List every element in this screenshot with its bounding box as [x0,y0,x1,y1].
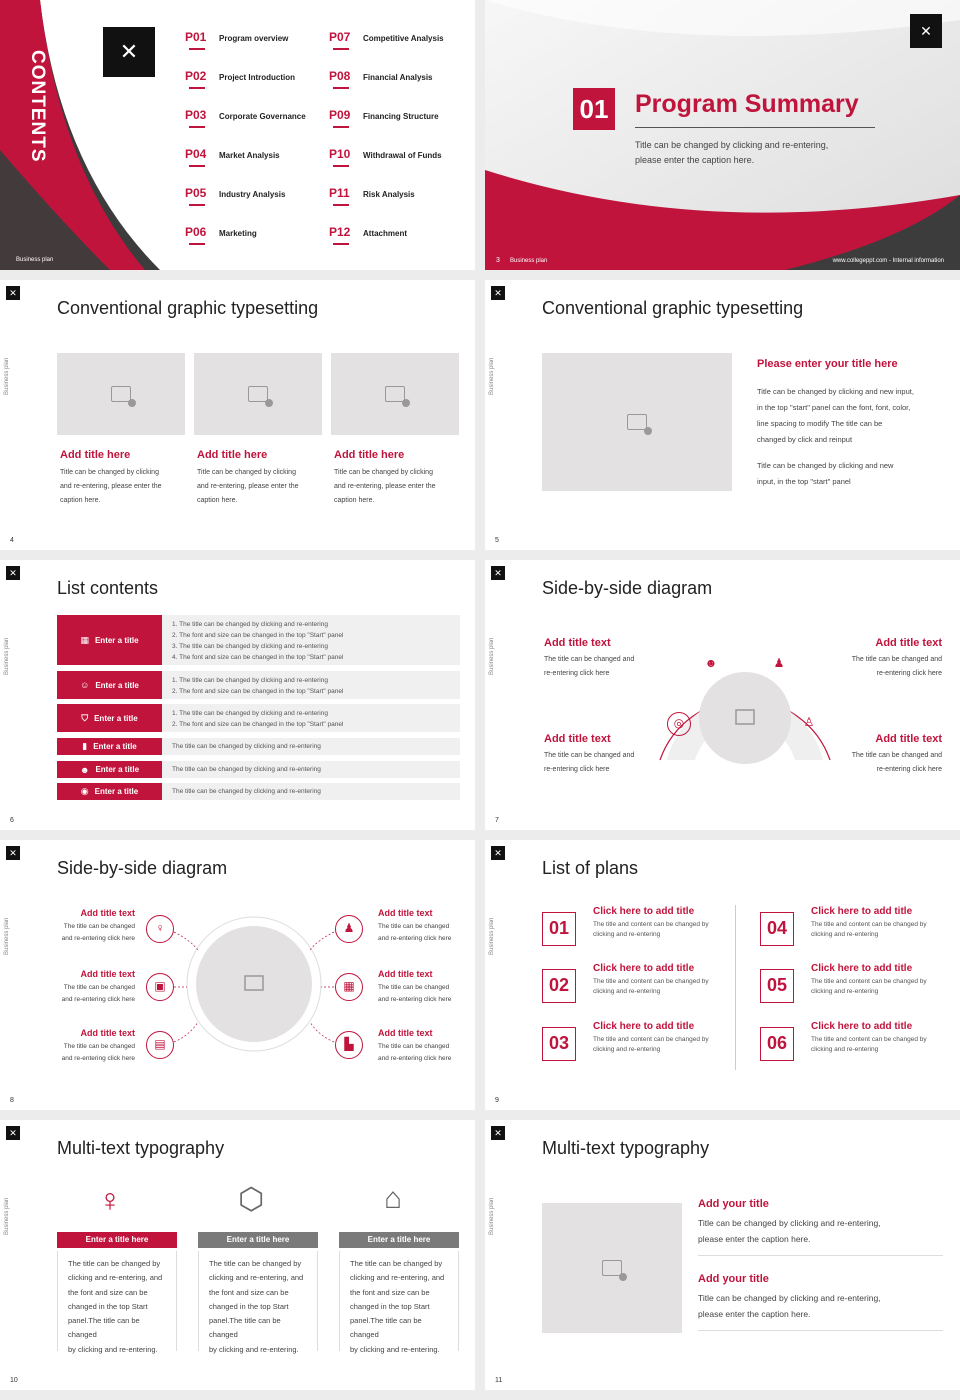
block-title: Add title text [80,1028,135,1038]
image-icon [602,1260,622,1276]
female-user-icon: ♀ [146,915,174,943]
qr-code-icon: ▦ [335,973,363,1001]
side-label: Business plan [4,1197,10,1235]
column-title-bar[interactable]: Enter a title here [339,1232,459,1248]
list-row-label[interactable] [57,783,162,800]
section-number: 01 [573,88,615,130]
side-label: Business plan [489,357,495,395]
contents-item-label: Withdrawal of Funds [363,151,442,160]
column-text [57,1251,177,1354]
column-text [60,466,185,508]
slide-8[interactable] [0,840,475,1110]
contents-item-number: P05 [185,186,207,200]
block-text: The title can be changed and [544,656,635,663]
female-add-icon: ♀ [98,1182,122,1218]
plan-text: clicking and re-entering [811,988,879,995]
caption-line-2: please enter the caption here. [635,155,755,165]
document-icon: ▤ [146,1031,174,1059]
column-text-line: clicking and re-entering, and [350,1273,445,1283]
contents-title: CONTENTS [27,50,48,163]
text-block [544,733,664,777]
plan-number: 01 [542,912,576,946]
logo-glyph: ✕ [9,568,17,578]
section-title: Program Summary [635,90,859,118]
page-number: 3 [496,257,500,264]
contents-item[interactable] [185,225,257,239]
slide-10[interactable] [0,1120,475,1390]
contents-item-label: Marketing [219,229,257,238]
column-text-line: by clicking and re-entering. [68,1344,158,1354]
list-row-text [172,764,456,775]
page-number: 7 [495,817,499,824]
column-text-line: changed in the top Start [209,1301,289,1311]
image-icon [627,414,647,430]
block-text: re-entering click here [876,766,942,773]
contents-item-label: Market Analysis [219,151,280,160]
logo-glyph: ✕ [9,288,17,298]
summary-background [485,0,960,270]
plan-text: The title and content can be changed by [593,978,709,985]
contents-item-dash [333,243,349,245]
contents-item-dash [189,126,205,128]
body-line: changed by click and reinput [757,435,853,444]
arc-diagram [645,630,845,780]
plan-title[interactable]: Click here to add title [593,963,695,974]
column-text-line: Title can be changed by clicking [60,469,159,476]
logo-glyph: ✕ [494,848,502,858]
contents-item-label: Risk Analysis [363,190,415,199]
slide-9[interactable] [485,840,960,1110]
row-label-text: Enter a title [95,680,139,690]
list-row[interactable] [57,761,460,778]
plan-text: The title and content can be changed by [811,1036,927,1043]
list-row-label[interactable] [57,704,162,732]
block-title: Add title text [544,733,611,745]
list-row[interactable] [57,671,460,699]
column-title: Add title here [334,449,405,461]
block-text: re-entering click here [544,670,610,677]
slide-title: Side-by-side diagram [542,578,713,598]
block-text: The title can be changed and [851,656,942,663]
block-text: please enter the caption here. [698,1234,811,1244]
image-placeholder[interactable] [331,353,459,435]
target-icon: ◎ [667,712,691,736]
contents-item[interactable] [329,225,407,239]
plan-text: The title and content can be changed by [811,978,927,985]
side-label: Business plan [489,1197,495,1235]
slide-5[interactable] [485,280,960,550]
row-icon: ☺ [80,680,90,690]
row-label-text: Enter a title [95,765,140,774]
slide-title: List contents [57,578,159,598]
contents-item[interactable] [185,186,285,200]
text-block [378,908,468,945]
slide-6[interactable] [0,560,475,830]
contents-item-number: P03 [185,108,207,122]
row-label-text: Enter a title [94,713,138,723]
plan-number: 05 [760,969,794,1003]
body-line: line spacing to modify The title can be [757,419,883,428]
list-row[interactable] [57,738,460,755]
list-row-label[interactable] [57,738,162,755]
plan-number: 02 [542,969,576,1003]
text-block [822,733,942,777]
text-block [45,969,135,1006]
block-title: Add title text [875,733,942,745]
text-block [544,637,664,681]
page-number: 6 [10,817,14,824]
plan-text: The title and content can be changed by [593,1036,709,1043]
list-row[interactable] [57,615,460,665]
image-placeholder[interactable] [57,353,185,435]
side-label: Business plan [489,917,495,955]
column-text-line: caption here. [60,497,101,504]
logo-glyph: ✕ [9,848,17,858]
list-row[interactable] [57,704,460,732]
contents-item-number: P08 [329,69,351,83]
list-row-line: The title can be changed by clicking and re-entering [172,766,321,773]
text-block [822,637,942,681]
list-row-text [172,741,456,752]
contents-item-label: Competitive Analysis [363,34,444,43]
logo [491,1126,505,1140]
body-text [757,384,952,490]
plan-text: The title and content can be changed by [593,921,709,928]
row-icon: ▮ [82,741,88,751]
slide-title: Conventional graphic typesetting [57,298,319,318]
contents-item-dash [189,204,205,206]
contents-item-number: P11 [329,186,350,200]
list-row-text [172,708,456,730]
block-title: Add title text [80,908,135,918]
contents-item-number: P02 [185,69,207,83]
page-number: 8 [10,1097,14,1104]
body-line: Title can be changed by clicking and new input, [757,387,914,396]
block-title: Add title text [544,637,611,649]
contents-item[interactable] [185,30,288,44]
row-label-text: Enter a title [94,787,139,796]
list-row-line: The title can be changed by clicking and re-entering [172,788,321,795]
plan-title[interactable]: Click here to add title [811,906,913,917]
block-text: please enter the caption here. [698,1309,811,1319]
block-text: The title can be changed [378,984,450,991]
plan-text: clicking and re-entering [811,931,879,938]
block-title: Add your title [698,1273,769,1285]
building-icon: ⌂ [384,1182,403,1215]
team-icon: ☻ [704,656,718,670]
row-label-text: Enter a title [93,742,137,751]
list-row-label[interactable] [57,671,162,699]
slide-title: List of plans [542,858,639,878]
block-text: The title can be changed [63,1043,135,1050]
column-text-line: caption here. [334,497,375,504]
column-text-line: clicking and re-entering, and [68,1273,163,1283]
page-number: 5 [495,537,499,544]
block-title: Add title text [378,1028,433,1038]
side-label: Business plan [489,637,495,675]
column-title-bar[interactable]: Enter a title here [57,1232,177,1248]
plan-text: clicking and re-entering [593,1046,661,1053]
column-text-line: The title can be changed by [209,1259,302,1268]
column-text-line: the font and size can be [68,1287,148,1297]
logo [6,566,20,580]
column-text-line: and re-entering, please enter the [60,483,162,490]
footer-label: Business plan [510,258,548,264]
column-text-line: changed in the top Start [68,1301,148,1311]
column-text-line: and re-entering, please enter the [197,483,299,490]
slide-title: Multi-text typography [542,1138,710,1158]
column-text-line: The title can be changed by [68,1259,161,1268]
list-row-line: The title can be changed by clicking and re-entering [172,743,321,750]
column-text-line: clicking and re-entering, and [209,1273,304,1283]
footer-label: Business plan [16,257,54,263]
column-text-line: panel.The title can be changed [68,1316,140,1340]
row-icon: ⛉ [81,712,89,723]
column-text-line: Title can be changed by clicking [334,469,433,476]
logo [103,27,155,77]
caption-line-1: Title can be changed by clicking and re-entering, [635,140,829,150]
image-icon [248,386,268,402]
image-placeholder[interactable] [542,353,732,491]
page-number: 10 [10,1377,18,1384]
block-title: Add title text [80,969,135,979]
side-label: Business plan [4,357,10,395]
title-rule [635,127,875,128]
plan-title[interactable]: Click here to add title [811,1021,913,1032]
block-text: and re-entering click here [378,935,452,942]
slide-title: Conventional graphic typesetting [542,298,804,318]
text-heading: Please enter your title here [757,358,898,370]
slide-contents[interactable] [0,0,475,270]
contents-item[interactable] [185,108,306,122]
logo-glyph: ✕ [494,568,502,578]
block-text: and re-entering click here [378,996,452,1003]
logo [6,1126,20,1140]
plan-number: 03 [542,1027,576,1061]
plan-number: 06 [760,1027,794,1061]
contents-item-label: Financial Analysis [363,73,433,82]
block-title: Add title text [875,637,942,649]
block-text: The title can be changed [63,923,135,930]
contents-item-dash [333,87,349,89]
user-icon: ♟ [773,656,785,670]
contents-item[interactable] [329,69,433,83]
column-text-line: by clicking and re-entering. [350,1344,440,1354]
text-block [378,969,468,1006]
image-placeholder[interactable] [542,1203,682,1333]
block-text: and re-entering click here [61,1055,135,1062]
column-text [198,1251,318,1354]
contents-item[interactable] [329,108,439,122]
column-text-line: Title can be changed by clicking [197,469,296,476]
block-text: and re-entering click here [378,1055,452,1062]
contents-item[interactable] [329,147,442,161]
contents-item-label: Financing Structure [363,112,439,121]
plan-text: clicking and re-entering [811,1046,879,1053]
block-title: Add title text [378,969,433,979]
logo-glyph: ✕ [920,23,932,39]
column-text-line: by clicking and re-entering. [209,1344,299,1354]
body-line: input, in the top "start" panel [757,477,851,486]
logo [6,286,20,300]
column-text-line: and re-entering, please enter the [334,483,436,490]
logo-glyph: ✕ [494,1128,502,1138]
block-text: The title can be changed [378,1043,450,1050]
block-text: The title can be changed and [851,752,942,759]
contents-item-number: P12 [329,225,351,239]
box-icon: ▣ [146,973,174,1001]
block-text: re-entering click here [876,670,942,677]
block-text: The title can be changed [378,923,450,930]
slide-title: Side-by-side diagram [57,858,228,878]
list-row-text [172,786,456,797]
image-placeholder[interactable] [194,353,322,435]
slide-program-summary[interactable] [485,0,960,270]
divider-line [735,905,736,1070]
block-text: and re-entering click here [61,996,135,1003]
side-label: Business plan [4,917,10,955]
column-text [339,1251,459,1354]
contents-item[interactable] [185,147,280,161]
page-number: 11 [495,1377,503,1384]
column-text-line: changed in the top Start [350,1301,430,1311]
plan-title[interactable]: Click here to add title [593,1021,695,1032]
contents-item-dash [333,165,349,167]
logo [491,566,505,580]
list-row-text [172,675,456,697]
page-number: 9 [495,1097,499,1104]
column-text-line: panel.The title can be changed [350,1316,422,1340]
person-icon: ♙ [803,715,815,729]
body-line: Title can be changed by clicking and new [757,461,894,470]
logo-glyph: ✕ [9,1128,17,1138]
contents-item-label: Program overview [219,34,289,43]
column-text-line: The title can be changed by [350,1259,443,1268]
contents-item-label: Project Introduction [219,73,295,82]
list-row-line: 3. The title can be changed by clicking and re-entering [172,643,328,650]
contents-item-label: Corporate Governance [219,112,306,121]
list-row-label[interactable] [57,761,162,778]
list-row-label[interactable] [57,615,162,665]
contents-item-label: Attachment [363,229,408,238]
factory-icon: ▙ [335,1031,363,1059]
block-text: and re-entering click here [61,935,135,942]
contents-item-number: P10 [329,147,351,161]
plan-text: clicking and re-entering [593,988,661,995]
contents-item-number: P01 [185,30,207,44]
logo-glyph: ✕ [494,288,502,298]
block-text: Title can be changed by clicking and re-entering, [698,1293,881,1303]
image-icon [385,386,405,402]
plan-title[interactable]: Click here to add title [593,906,695,917]
contents-item-number: P07 [329,30,351,44]
contents-item[interactable] [185,69,295,83]
column-text-line: the font and size can be [209,1287,289,1297]
image-icon [111,386,131,402]
slide-4[interactable] [0,280,475,550]
text-block [45,908,135,945]
cube-icon: ⬡ [238,1183,265,1216]
plan-number: 04 [760,912,794,946]
block-text: The title can be changed and [544,752,635,759]
contents-item-dash [333,126,349,128]
block-text: re-entering click here [544,766,610,773]
list-row-line: 1. The title can be changed by clicking and re-entering [172,710,328,717]
contents-item-dash [333,204,349,206]
contents-item-number: P04 [185,147,207,161]
list-row-line: 2. The font and size can be changed in the top "Start" panel [172,721,344,728]
contents-item-dash [189,165,205,167]
slide-title: Multi-text typography [57,1138,225,1158]
column-text-line: panel.The title can be changed [209,1316,281,1340]
user-badge-icon: ♟ [335,915,363,943]
contents-item-dash [333,48,349,50]
slide-11[interactable] [485,1120,960,1390]
plan-title[interactable]: Click here to add title [811,963,913,974]
slide-7[interactable] [485,560,960,830]
contents-item[interactable] [329,186,415,200]
row-icon: ◉ [80,786,89,796]
column-text-line: caption here. [197,497,238,504]
text-block [45,1028,135,1065]
row-label-text: Enter a title [94,635,139,645]
contents-item[interactable] [329,30,444,44]
column-text-line: the font and size can be [350,1287,430,1297]
block-text: The title can be changed [63,984,135,991]
block-title: Add your title [698,1198,769,1210]
column-title: Add title here [60,449,131,461]
block-title: Add title text [378,908,433,918]
column-title: Add title here [197,449,268,461]
contents-item-label: Industry Analysis [219,190,286,199]
list-row-line: 2. The font and size can be changed in the top "Start" panel [172,632,344,639]
list-row-line: 1. The title can be changed by clicking and re-entering [172,677,328,684]
column-text [197,466,322,508]
contents-item-dash [189,243,205,245]
list-row-text [172,619,456,663]
row-icon: ▦ [80,634,89,645]
text-block [698,1273,943,1331]
text-block [698,1198,943,1256]
block-text: Title can be changed by clicking and re-entering, [698,1218,881,1228]
footer-right: www.collegeppt.com - Internal information [832,258,944,264]
side-label: Business plan [4,637,10,675]
contents-item-number: P06 [185,225,207,239]
list-row-line: 1. The title can be changed by clicking and re-entering [172,621,328,628]
logo [491,286,505,300]
list-row-line: 4. The font and size can be changed in the top "Start" panel [172,654,344,661]
logo-glyph: ✕ [119,39,139,64]
plan-text: The title and content can be changed by [811,921,927,928]
page-number: 4 [10,537,14,544]
logo [491,846,505,860]
body-line: in the top "start" panel can the font, font, color, [757,403,911,412]
list-row-line: 2. The font and size can be changed in the top "Start" panel [172,688,344,695]
logo [910,14,942,48]
contents-item-dash [189,87,205,89]
column-text [334,466,459,508]
contents-item-number: P09 [329,108,351,122]
row-icon: ☻ [79,764,90,775]
contents-item-dash [189,48,205,50]
column-title-bar[interactable]: Enter a title here [198,1232,318,1248]
text-block [378,1028,468,1065]
plan-text: clicking and re-entering [593,931,661,938]
list-row[interactable] [57,783,460,800]
